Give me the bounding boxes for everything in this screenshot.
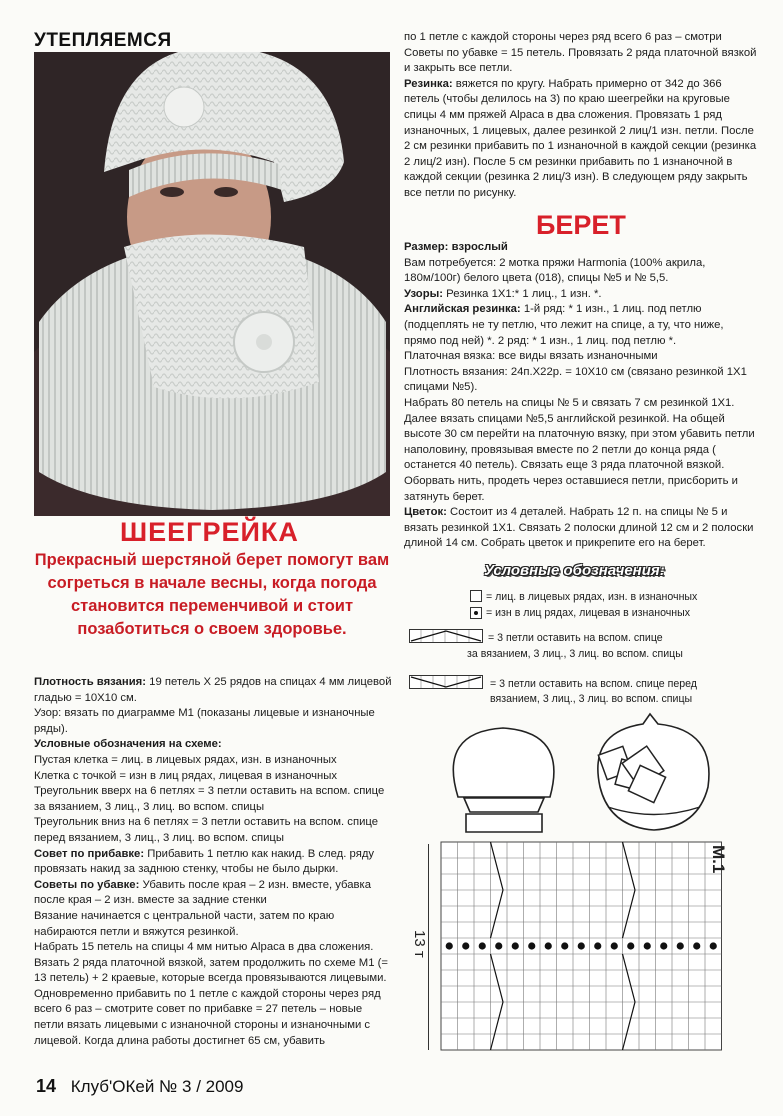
- scarf-intro: Прекрасный шерстяной берет помогут вам согреться в начале весны, когда погода становится переменчивой и стоит позаботиться о своем здоровье.: [34, 551, 390, 638]
- chart-purl-dot: [578, 942, 585, 949]
- footer: [36, 1076, 243, 1097]
- beret-side-diagram: [438, 722, 568, 837]
- scarf-paragraph: [34, 815, 392, 846]
- legend-title: Условные обозначения:: [484, 562, 665, 579]
- scarf-paragraph-label: Условные обозначения на схеме:: [34, 738, 222, 751]
- scarf-cont-paragraph-text: по 1 петле с каждой стороны через ряд всего 6 раз – смотри Советы по убавке = 15 петель. Провязать 2 ряда платочной вязкой и закрыть все петли.: [404, 31, 757, 75]
- scarf-paragraph-label: Советы по убавке:: [34, 878, 140, 891]
- chart-purl-dot: [644, 942, 651, 949]
- magazine-issue: Клуб'ОКей № 3 / 2009: [70, 1077, 244, 1096]
- scarf-paragraph-text: Набрать 15 петель на спицы 4 мм нитью Alpaca в два сложения. Вязать 2 ряда платочной вязкой, затем продолжить по схеме М1 (= 13 петель) + 2 краевые, которые всегда провязываются лицевыми. Одновременно прибавить по 1 петле с каждой стороны через ряд всего 6 раз – смотрите совет по прибавке = 27 петель – новые петли вязать лицевыми с изнаночной стороны и изнаночными с лицевой. Когда длина работы достигнет 65 см, убавить: [34, 941, 388, 1047]
- legend-item-cable-up-1: = 3 петли оставить на вспом. спице: [488, 632, 663, 644]
- legend-item-cable-down-1: = 3 петли оставить на вспом. спице перед: [490, 678, 697, 690]
- model-illustration: [34, 52, 390, 516]
- chart-purl-dot: [512, 942, 519, 949]
- chart-height-label: 13 т: [411, 930, 428, 958]
- legend-item-cable-down-2: вязанием, 3 лиц., 3 лиц. во вспом. спицы: [490, 693, 693, 705]
- legend-empty-cell-icon: [470, 590, 482, 602]
- model-photo: [34, 52, 390, 516]
- beret-paragraph-label: Узоры:: [404, 287, 444, 300]
- beret-paragraph-label: Английская резинка:: [404, 303, 521, 316]
- scarf-cont-paragraph-label: Резинка:: [404, 77, 453, 90]
- legend-item-empty: = лиц. в лицевых рядах, изн. в изнаночных: [486, 591, 698, 603]
- scarf-paragraph: [34, 847, 392, 878]
- chart-purl-dot: [446, 942, 453, 949]
- scarf-cont-paragraph: [404, 77, 757, 202]
- scarf-paragraph: [34, 706, 392, 737]
- beret-paragraph: [404, 349, 757, 365]
- beret-paragraph: [404, 396, 757, 505]
- beret-paragraph: [404, 287, 757, 303]
- beret-paragraph-text: Набрать 80 петель на спицы № 5 и связать 7 см резинкой 1Х1. Далее вязать спицами №5,5 английской резинкой. На общей высоте 30 см перейти на платочную вязку, при этом убавить петли наполовину, провязывая вместе по 2 петли до конца ряда ( останется 40 петель). Связать еще 3 ряда платочной вязкой. Оборвать нить, продеть через оставшиеся петли, присборить и затянуть берет.: [404, 396, 755, 503]
- beret-paragraph-label: Размер: взрослый: [404, 241, 508, 253]
- beret-instructions: [404, 240, 757, 552]
- scarf-paragraph: [34, 737, 392, 753]
- chart-purl-dot: [660, 942, 667, 949]
- beret-paragraph: [404, 365, 757, 396]
- legend-dot-cell-icon: [470, 607, 482, 619]
- scarf-paragraph: [34, 753, 392, 769]
- chart-purl-dot: [479, 942, 486, 949]
- scarf-cont-paragraph: [404, 30, 757, 77]
- scarf-paragraph-label: Совет по прибавке:: [34, 847, 145, 860]
- scarf-paragraph-text: 19 петель X 25 рядов на спицах 4 мм лицевой гладью = 10X10 см.: [34, 676, 392, 704]
- scarf-paragraph: [34, 909, 392, 940]
- beret-title: БЕРЕТ: [536, 210, 626, 240]
- scarf-paragraph-text: Клетка с точкой = изн в лиц рядах, лицевая в изнаночных: [34, 769, 338, 782]
- chart-purl-dot: [693, 942, 700, 949]
- scarf-paragraph: [34, 878, 392, 909]
- chart-purl-dot: [594, 942, 601, 949]
- beret-paragraph-text: Резинка 1Х1:* 1 лиц., 1 изн. *.: [443, 287, 602, 300]
- chart-purl-dot: [495, 942, 502, 949]
- scarf-paragraph-text: Узор: вязать по диаграмме М1 (показаны лицевые и изнаночные ряды).: [34, 707, 375, 735]
- beret-paragraph-text: Вам потребуется: 2 мотка пряжи Harmonia (100% акрила, 180м/100г) белого цвета (018), спицы №5 и № 5,5.: [404, 256, 706, 285]
- chart-purl-dot: [627, 942, 634, 949]
- scarf-instructions: [34, 675, 392, 1049]
- beret-flower-diagram: [588, 712, 718, 837]
- section-tag: УТЕПЛЯЕМСЯ: [34, 30, 172, 51]
- legend-item-cable-up-2: за вязанием, 3 лиц., 3 лиц. во вспом. спицы: [467, 648, 683, 660]
- scarf-paragraph-text: Треугольник вверх на 6 петлях = 3 петли оставить на вспом. спице за вязанием, 3 лиц., 3 лиц. во вспом. спицы: [34, 785, 385, 813]
- knitting-chart-m1: [440, 840, 725, 1054]
- legend-cable-up-icon: [409, 629, 483, 643]
- beret-paragraph-text: Платочная вязка: все виды вязать изнаночными: [404, 350, 658, 363]
- chart-label: М.1: [709, 845, 728, 874]
- chart-purl-dot: [677, 942, 684, 949]
- beret-paragraph-text: Плотность вязания: 24п.Х22р. = 10Х10 см (связано резинкой 1Х1 спицами №5).: [404, 365, 747, 394]
- scarf-title: ШЕЕГРЕЙКА: [120, 517, 299, 547]
- chart-purl-dot: [611, 942, 618, 949]
- beret-paragraph: [404, 240, 757, 256]
- chart-purl-dot: [545, 942, 552, 949]
- beret-paragraph-text: 1-й ряд: * 1 изн., 1 лиц. под петлю (подцеплять не ту петлю, что лежит на спице, а ту, что ниже, прямо под ней) *. 2 ряд: * 1 изн., 1 лиц. под петлю *.: [404, 303, 724, 347]
- legend-item-dot: = изн в лиц рядах, лицевая в изнаночных: [486, 607, 691, 619]
- chart-purl-dot: [528, 942, 535, 949]
- beret-paragraph-text: Состоит из 4 деталей. Набрать 12 п. на спицы № 5 и вязать резинкой 1Х1. Связать 2 полоски длиной 12 см и 2 полоски длиной 14 см. Собрать цветок и прикрепите его на берет.: [404, 506, 754, 550]
- scarf-instructions-continued: [404, 30, 757, 202]
- chart-purl-dot: [462, 942, 469, 949]
- beret-paragraph: [404, 505, 757, 552]
- beret-paragraph: [404, 302, 757, 349]
- scarf-paragraph: [34, 769, 392, 785]
- beret-paragraph: [404, 256, 757, 287]
- page-number: 14: [36, 1076, 57, 1096]
- chart-purl-dot: [710, 942, 717, 949]
- scarf-paragraph-text: Прибавить 1 петлю как накид. В след. ряду провязать накид за заднюю стенку, чтобы не было дырки.: [34, 847, 375, 876]
- scarf-paragraph-text: Вязание начинается с центральной части, затем по краю набираются петли и вяжутся резинкой.: [34, 909, 335, 938]
- chart-purl-dot: [561, 942, 568, 949]
- scarf-paragraph: [34, 675, 392, 706]
- scarf-paragraph-text: Убавить после края – 2 изн. вместе, убавка после края – 2 изн. вместе за задние стенки: [34, 878, 372, 907]
- legend-cable-down-icon: [409, 675, 483, 689]
- scarf-paragraph: [34, 784, 392, 815]
- scarf-paragraph-text: Треугольник вниз на 6 петлях = 3 петли оставить на вспом. спице перед вязанием, 3 лиц., 3 лиц. во вспом. спицы: [34, 816, 379, 844]
- beret-paragraph-label: Цветок:: [404, 506, 447, 519]
- chart-height-marker: [428, 844, 439, 1050]
- scarf-paragraph-label: Плотность вязания:: [34, 676, 147, 688]
- scarf-paragraph: [34, 940, 392, 1049]
- scarf-cont-paragraph-text: вяжется по кругу. Набрать примерно от 342 до 366 петель (чтобы делилось на 3) по краю шеегрейки на круговые спицы 4 мм пряжей Alpaca в два сложения. Провязать 1 ряд изнаночных, 1 лицевых, далее резинкой 2 лиц/1 изн. петли. После 2 см резинки прибавить по 1 изнаночной в каждой секции (резинка 2 лиц/2 изн). После 5 см резинки прибавить по 1 изнаночной в каждой секции (резинка 2 лиц/3 изн). В следующем ряду закрыть все петли по рисунку.: [404, 77, 757, 199]
- scarf-paragraph-text: Пустая клетка = лиц. в лицевых рядах, изн. в изнаночных: [34, 753, 337, 766]
